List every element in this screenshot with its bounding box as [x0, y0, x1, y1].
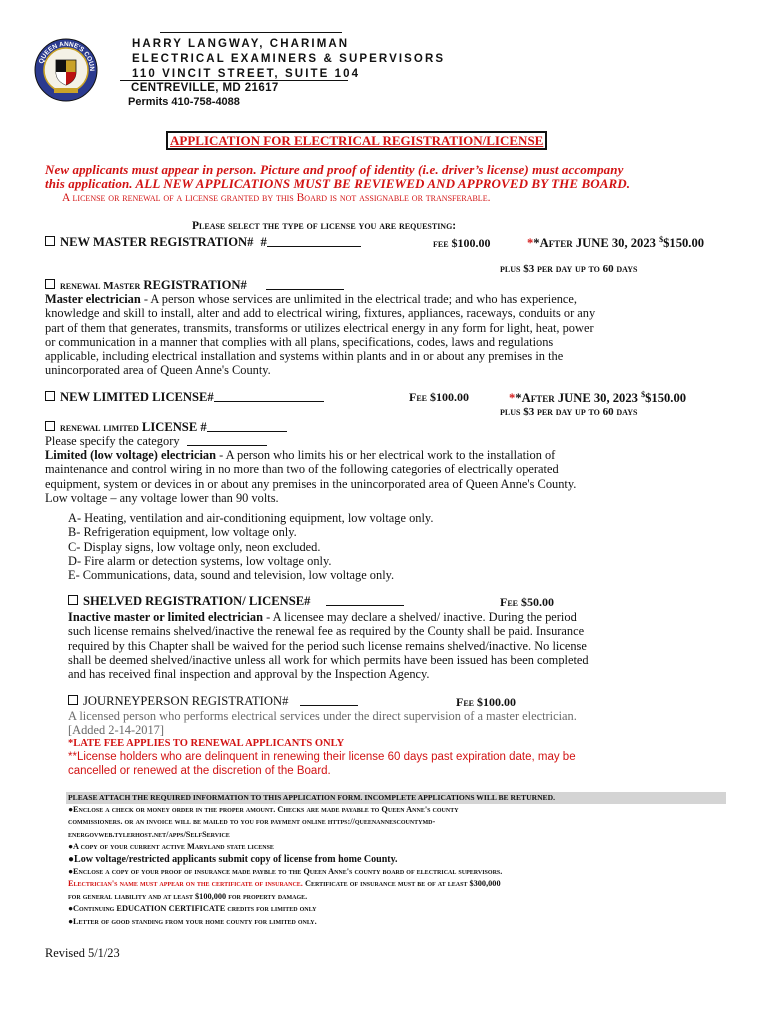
requirements-header: PLEASE ATTACH THE REQUIRED INFORMATION TO THIS APPLICATION FORM. INCOMPLETE APPLICATIONS WILL BE RETURNED. — [66, 792, 726, 804]
shelved-description: Inactive master or limited electrician - A licensee may declare a shelved/ inactive. During the period such license remains shelved/inactive the renewal fee as required by the County shall be paid. Insurance required by this Chapter shall be waived for the period such license remains shelved/inactive. No license shall be deemed shelved/inactive unless all work for which permits have been issued has been completed and has received final inspection and approval by the Inspection Agency. — [68, 610, 589, 682]
journeyperson-checkbox[interactable] — [68, 695, 78, 705]
new-limited-plus: plus $3 per day up to 60 days — [500, 406, 638, 418]
insurance-line-3: for general liability and at least $100,000 for property damage. — [68, 891, 308, 901]
master-desc-bold: Master electrician — [45, 292, 141, 306]
list-item: D- Fire alarm or detection systems, low voltage only. — [68, 553, 332, 568]
journeyperson-added: [Added 2-14-2017] — [68, 723, 165, 737]
category-prompt-row — [45, 434, 267, 449]
renewal-master-row: renewal Master REGISTRATION# — [45, 278, 344, 293]
list-item: B- Refrigeration equipment, low voltage only. — [68, 525, 297, 540]
new-master-after: **After JUNE 30, 2023 $$150.00 — [527, 235, 705, 251]
new-limited-after: **After JUNE 30, 2023 $$150.00 — [509, 390, 687, 406]
notice-line-1: New applicants must appear in person. Picture and proof of identity (i.e. driver’s license) must accompany — [45, 162, 624, 177]
check-line-2: commissioners. or an invoice will be mailed to you for payment online https://queenannescountymd- — [68, 817, 436, 827]
shelved-number-field[interactable] — [326, 594, 404, 606]
new-limited-fee: Fee $100.00 — [409, 390, 470, 404]
chairman-line: HARRY LANGWAY, CHARIMAN — [132, 38, 350, 50]
new-master-checkbox[interactable] — [45, 236, 55, 246]
renewal-master-number-field[interactable] — [266, 278, 344, 290]
form-title: APPLICATION FOR ELECTRICAL REGISTRATION/LICENSE — [166, 131, 547, 150]
address-rule — [120, 80, 348, 81]
header-block — [128, 37, 445, 82]
new-limited-row — [45, 390, 324, 405]
notice-line-3: A license or renewal of a license granted by this Board is not assignable or transferable. — [62, 192, 491, 204]
new-master-fee: fee $100.00 — [433, 236, 491, 250]
renewal-master-label: REGISTRATION# — [143, 278, 247, 292]
shelved-fee: Fee $50.00 — [500, 595, 555, 609]
county-seal — [34, 38, 98, 102]
copy-license-line: ●A copy of your current active Maryland state license — [68, 842, 274, 852]
renewal-limited-row: renewal limited LICENSE # — [45, 420, 287, 435]
check-line-3: energovweb.tylerhost.net/apps/SelfService — [68, 829, 230, 839]
limited-description: Limited (low voltage) electrician - A person who limits his or her electrical work to the installation of maintenance and control wiring in no more than two of the following categories of electrically operated equipment, system or devices in or about any premises in the unincorporated area of Queen Anne's County. Low voltage – any voltage lower than 90 volts. — [45, 448, 577, 505]
new-master-row — [45, 235, 361, 250]
delinquent-line-2: cancelled or renewed at the discretion of the Board. — [68, 765, 331, 777]
permits-line: Permits 410-758-4088 — [128, 96, 240, 108]
new-limited-checkbox[interactable] — [45, 391, 55, 401]
master-description: Master electrician - A person whose services are unlimited in the electrical trade; and who has experience, knowledge and skill to install, alter and add to electrical wiring, fixtures, appliances, raceways, conduits or any part of them that generates, transmits, transforms or utilizes electrical energy in any form for light, heat, power or communication in a manner that complies with all plans, specifications, codes, laws and regulations applicable, including electrical installation and systems within plants and in or about any premises in the unincorporated area of Queen Anne's County. — [45, 292, 596, 378]
select-prompt: Please select the type of license you are requesting: — [192, 220, 457, 232]
low-voltage-line: ●Low voltage/restricted applicants submit copy of license from home County. — [68, 853, 398, 865]
new-limited-label: NEW LIMITED LICENSE# — [60, 390, 214, 404]
header-rule — [160, 32, 342, 33]
address-line: 110 VINCIT STREET, SUITE 104 — [132, 68, 361, 80]
new-master-number-field[interactable] — [267, 235, 361, 247]
education-line: ●Continuing EDUCATION CERTIFICATE credits for limited only — [68, 904, 317, 914]
journeyperson-row — [68, 694, 358, 709]
new-limited-number-field[interactable] — [214, 390, 324, 402]
late-fee-note: *LATE FEE APPLIES TO RENEWAL APPLICANTS ONLY — [68, 738, 345, 749]
county-seal-icon — [34, 38, 98, 102]
shelved-checkbox[interactable] — [68, 595, 78, 605]
insurance-line-1: ●Enclose a copy of your proof of insurance made payble to the Queen Anne's county board of electrical supervisors. — [68, 867, 503, 877]
new-master-plus: plus $3 per day up to 60 days — [500, 263, 638, 275]
shelved-row — [68, 594, 404, 609]
renewal-limited-label: LICENSE # — [141, 420, 207, 434]
list-item: C- Display signs, low voltage only, neon excluded. — [68, 539, 321, 554]
limited-desc-bold: Limited (low voltage) electrician — [45, 448, 217, 462]
svg-text:QUEEN ANNE'S COUNTY: QUEEN ANNE'S COUN — [37, 40, 96, 72]
shelved-label: SHELVED REGISTRATION/ LICENSE# — [83, 594, 311, 608]
insurance-line-2: Electrician's name must appear on the certificate of insurance. Certificate of insurance must be of at least $300,000 — [68, 879, 501, 889]
renewal-limited-checkbox[interactable] — [45, 421, 55, 431]
board-line: ELECTRICAL EXAMINERS & SUPERVISORS — [132, 53, 446, 65]
letter-line: ●Letter of good standing from your home county for limited only. — [68, 916, 317, 926]
list-item: A- Heating, ventilation and air-conditioning equipment, low voltage only. — [68, 511, 434, 525]
renewal-limited-number-field[interactable] — [207, 420, 287, 432]
revised-date: Revised 5/1/23 — [45, 946, 120, 960]
limited-categories — [68, 511, 433, 582]
new-master-label: NEW MASTER REGISTRATION# — [60, 235, 254, 249]
category-field[interactable] — [187, 434, 267, 446]
shelved-desc-bold: Inactive master or limited electrician — [68, 610, 263, 624]
delinquent-line-1: **License holders who are delinquent in renewing their license 60 days past expiration date, may be — [68, 751, 576, 763]
city-line: CENTREVILLE, MD 21617 — [131, 82, 279, 94]
category-prompt: Please specify the category — [45, 434, 180, 448]
notice-line-2: this application. ALL NEW APPLICATIONS MUST BE REVIEWED AND APPROVED BY THE BOARD. — [45, 176, 631, 191]
journeyperson-number-field[interactable] — [300, 694, 358, 706]
journeyperson-desc: A licensed person who performs electrical services under the direct supervision of a master electrician. — [68, 709, 577, 723]
requirements-list — [68, 804, 502, 928]
renewal-master-checkbox[interactable] — [45, 279, 55, 289]
list-item: E- Communications, data, sound and television, low voltage only. — [68, 568, 395, 583]
check-line-1: ●Enclose a check or money order in the proper amount. Checks are made payable to Queen Anne's county — [68, 805, 459, 814]
new-master-hash: # — [260, 235, 267, 249]
journeyperson-label: JOURNEYPERSON REGISTRATION# — [83, 694, 289, 708]
journeyperson-fee: Fee $100.00 — [456, 695, 517, 709]
